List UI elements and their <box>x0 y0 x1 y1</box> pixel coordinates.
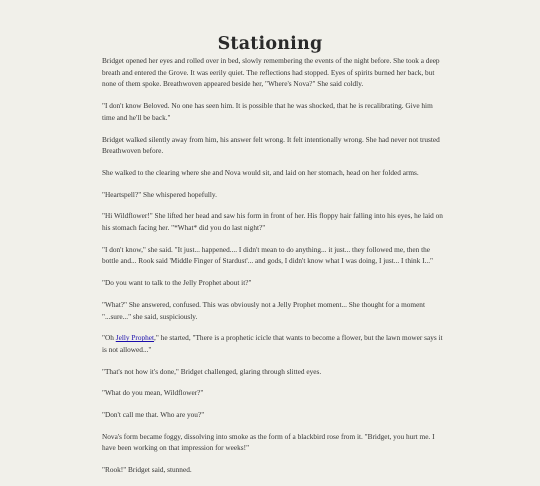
paragraph-text-before: "Oh <box>102 333 116 343</box>
paragraph: Nova's form became foggy, dissolving into smoke as the form of a blackbird rose from it. "Bridget, you hurt me. I have been working on that impression for weeks!" <box>102 431 435 453</box>
paragraph: Bridget opened her eyes and rolled over in bed, slowly remembering the events of the night before. She took a deep breath and entered the Grove. It was eerily quiet. The reflections had stopped. Eyes of spirits burned her back, but none of them spoke. Breathwoven appeared beside her, "Where's Nova?" She said coldly. <box>102 56 440 89</box>
paragraph-text-after: ," he started, "There is a prophetic icicle that wants to become a flower, but the lawn mower says it is not allowed..." <box>102 333 443 354</box>
paragraph: "I don't know Beloved. No one has seen him. It is possible that he was shocked, that he is recalibrating. Give him time and he'll be back." <box>102 101 433 122</box>
paragraph: She walked to the clearing where she and Nova would sit, and laid on her stomach, head on her folded arms. <box>102 167 419 177</box>
paragraph: "Heartspell?" She whispered hopefully. <box>102 189 217 199</box>
paragraph: "Hi Wildflower!" She lifted her head and saw his form in front of her. His floppy hair falling into his eyes, he laid on his stomach facing her. "*What* did you do last night?" <box>102 211 443 233</box>
paragraph: "That's not how it's done," Bridget challenged, glaring through slitted eyes. <box>102 366 322 376</box>
paragraph: "I don't know," she said. "It just... happened.... I didn't mean to do anything... it just... they followed me, then the bottle and... Rook said 'Middle Finger of Stardust'... and gods, I didn't know what I was doing, I just... I think I..." <box>102 244 433 266</box>
story-body <box>102 55 444 486</box>
paragraph-with-link <box>102 332 444 355</box>
paragraph: Bridget walked silently away from him, his answer felt wrong. It felt intentionally wrong. She had never not trusted Breathwoven before. <box>102 134 440 156</box>
jelly-prophet-link[interactable]: Jelly Prophet <box>115 333 155 343</box>
paragraph: "What do you mean, Wildflower?" <box>102 388 204 398</box>
paragraph: "Don't call me that. Who are you?" <box>102 410 205 420</box>
paragraph: "What?" She answered, confused. This was obviously not a Jelly Prophet moment... She thought for a moment "...sure..." she said, suspiciously. <box>102 299 425 321</box>
page-title: Stationing <box>217 33 323 54</box>
paragraph: "Do you want to talk to the Jelly Prophet about it?" <box>102 278 252 288</box>
paragraph: "Rook!" Bridget said, stunned. <box>102 465 192 475</box>
